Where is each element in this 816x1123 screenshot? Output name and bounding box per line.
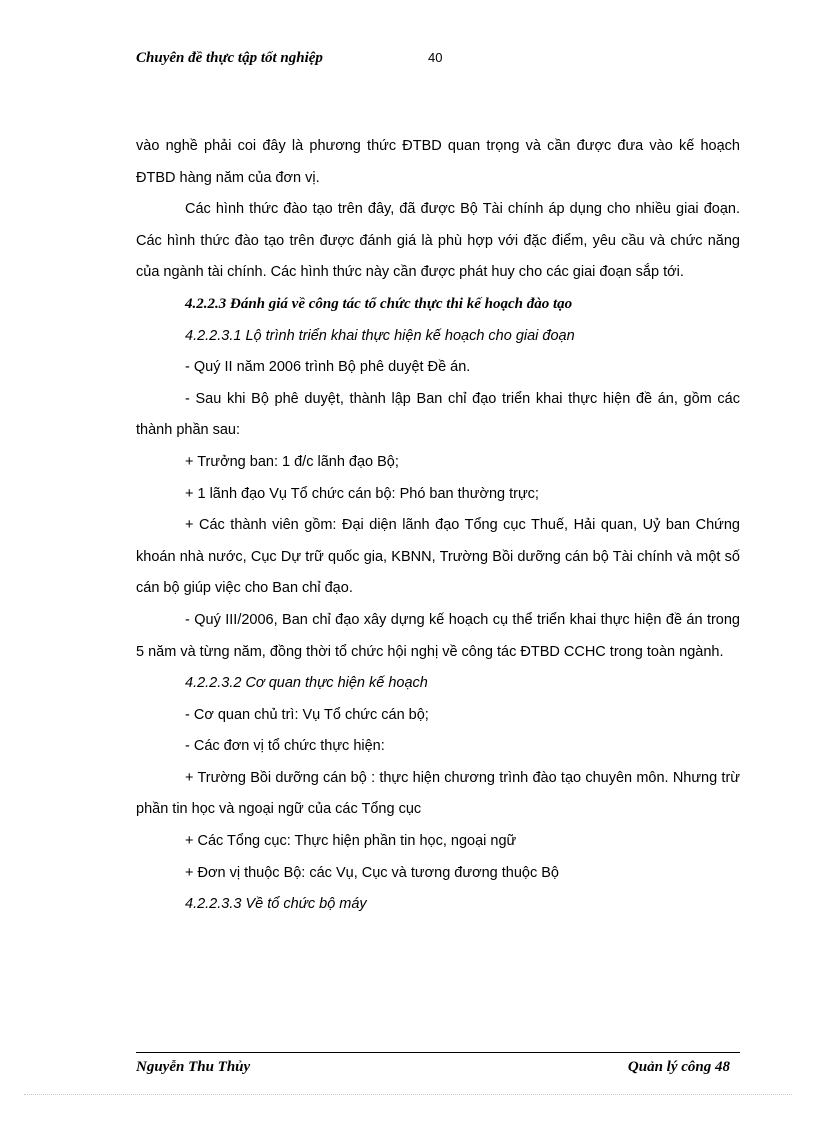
- footer-divider: [136, 1052, 740, 1053]
- paragraph: - Các đơn vị tổ chức thực hiện:: [185, 738, 385, 755]
- footer-course: Quản lý công 48: [627, 1059, 730, 1075]
- paragraph: Các hình thức đào tạo trên đây, đã được Bộ Tài chính áp dụng cho nhiều giai đoạn. Các hình thức đào tạo trên được đánh giá là phù hợp với đặc điểm, yêu cầu và chức năng của ngành tài chính. Các hình thức này cần được phát huy cho các giai đoạn sắp tới.: [136, 201, 740, 281]
- page-header: [136, 50, 740, 70]
- paragraph: + Trưởng ban: 1 đ/c lãnh đạo Bộ;: [185, 453, 399, 470]
- footer-author: Nguyễn Thu Thủy: [136, 1059, 251, 1075]
- page-number: 40: [428, 50, 443, 65]
- section-heading: 4.2.2.3 Đánh giá về công tác tổ chức thực thi kế hoạch đào tạo: [185, 295, 573, 312]
- page-edge-divider: [24, 1094, 792, 1095]
- paragraph: - Cơ quan chủ trì: Vụ Tổ chức cán bộ;: [185, 706, 429, 723]
- paragraph: + Trường Bồi dưỡng cán bộ : thực hiện chương trình đào tạo chuyên môn. Nhưng trừ phần tin học và ngoại ngữ của các Tổng cục: [136, 769, 740, 818]
- subsection-heading: 4.2.2.3.3 Về tổ chức bộ máy: [185, 896, 367, 913]
- subsection-heading: 4.2.2.3.1 Lộ trình triển khai thực hiện kế hoạch cho giai đoạn: [185, 327, 575, 344]
- page-footer: [136, 1052, 740, 1081]
- paragraph: vào nghề phải coi đây là phương thức ĐTBD quan trọng và cần được đưa vào kế hoạch ĐTBD hàng năm của đơn vị.: [136, 138, 740, 186]
- paragraph: - Quý II năm 2006 trình Bộ phê duyệt Đề án.: [185, 359, 471, 376]
- document-title: Chuyên đề thực tập tốt nghiệp: [136, 50, 323, 66]
- paragraph: + Các thành viên gồm: Đại diện lãnh đạo Tổng cục Thuế, Hải quan, Uỷ ban Chứng khoán nhà nước, Cục Dự trữ quốc gia, KBNN, Trường Bồi dưỡng cán bộ Tài chính và một số cán bộ giúp việc cho Ban chỉ đạo.: [136, 517, 740, 597]
- paragraph: + Đơn vị thuộc Bộ: các Vụ, Cục và tương đương thuộc Bộ: [185, 864, 559, 881]
- paragraph: - Sau khi Bộ phê duyệt, thành lập Ban chỉ đạo triển khai thực hiện đề án, gồm các thành phần sau:: [136, 390, 740, 439]
- subsection-heading: 4.2.2.3.2 Cơ quan thực hiện kế hoạch: [185, 675, 428, 692]
- paragraph: + 1 lãnh đạo Vụ Tổ chức cán bộ: Phó ban thường trực;: [185, 485, 539, 502]
- paragraph: - Quý III/2006, Ban chỉ đạo xây dựng kế hoạch cụ thể triển khai thực hiện đề án trong 5 năm và từng năm, đồng thời tổ chức hội nghị về công tác ĐTBD CCHC trong toàn ngành.: [136, 611, 740, 660]
- document-body: [136, 131, 740, 921]
- paragraph: + Các Tổng cục: Thực hiện phần tin học, ngoại ngữ: [185, 833, 517, 850]
